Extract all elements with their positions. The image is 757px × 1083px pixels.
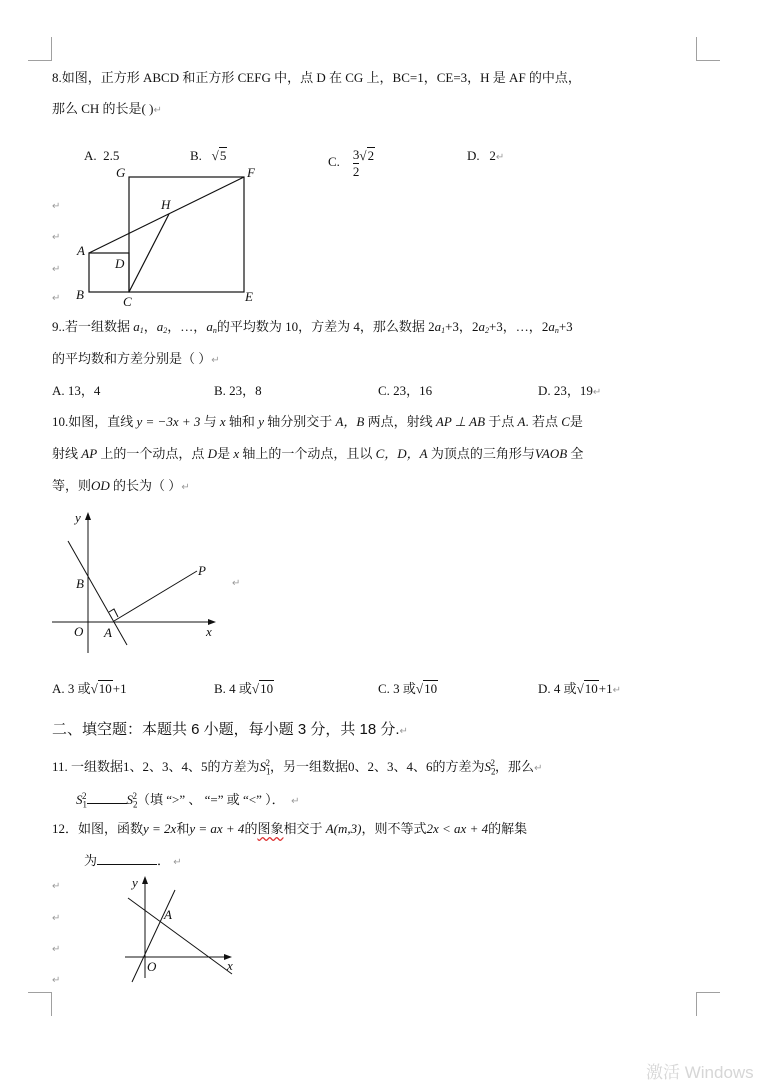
q9-sep: ， bbox=[528, 319, 542, 334]
paragraph-mark: ↵ bbox=[173, 857, 182, 868]
q10-option-a-label: A. 3 或 bbox=[52, 681, 91, 696]
paragraph-mark: ↵ bbox=[211, 355, 220, 366]
q9-stem-line1 bbox=[52, 318, 705, 340]
q9-stem-line2 bbox=[52, 350, 220, 370]
q10-text: 轴上的一个动点，且以 bbox=[239, 446, 376, 461]
label-x: x bbox=[227, 958, 233, 973]
q10-option-a-radicand: 10 bbox=[98, 681, 112, 696]
crop-mark-top-right bbox=[696, 37, 720, 61]
q10-option-b-label: B. 4 或 bbox=[214, 681, 252, 696]
q8-option-a-label: A. bbox=[84, 148, 97, 163]
q10-var-x: x bbox=[219, 414, 226, 429]
q10-text: 射线 bbox=[52, 446, 82, 461]
label-a: A bbox=[164, 907, 172, 922]
crop-mark-bottom-left bbox=[28, 992, 52, 1016]
q9-option-a: A. 13，4 bbox=[52, 383, 101, 398]
q9-sep: ， bbox=[458, 319, 472, 334]
label-y: y bbox=[132, 875, 138, 890]
q9-text: 的平均数为 10，方差为 4，那么数据 bbox=[216, 319, 429, 334]
q10-option-c-label: C. 3 或 bbox=[378, 681, 416, 696]
q10-stem-line2 bbox=[52, 445, 705, 463]
y-axis-arrow bbox=[85, 512, 91, 520]
square-cefg bbox=[129, 177, 244, 292]
q8-option-c-denominator: 2 bbox=[352, 163, 360, 179]
label-o: O bbox=[147, 959, 157, 974]
segment-ch bbox=[129, 214, 169, 292]
q8-option-d-value: 2 bbox=[489, 148, 496, 163]
q8-stem-line2-text: 那么 CH 的长是( ) bbox=[52, 101, 154, 116]
paragraph-mark: ↵ bbox=[52, 232, 61, 243]
q12-inequality: 2x < ax + 4 bbox=[426, 821, 489, 836]
q9-coef: 2 bbox=[541, 319, 549, 334]
q9-plus3: +3 bbox=[558, 319, 573, 334]
q12-equation-2: y = ax + 4 bbox=[189, 821, 245, 836]
q10-text: 于点 bbox=[485, 414, 518, 429]
q8-option-c-numerator: 3 bbox=[352, 146, 360, 162]
paragraph-mark: ↵ bbox=[495, 152, 505, 163]
crop-mark-top-left bbox=[28, 37, 52, 61]
q9-sub-2: 2 bbox=[484, 326, 489, 335]
paragraph-mark: ↵ bbox=[52, 881, 61, 892]
q10-text: 为顶点的三角形与 bbox=[427, 446, 535, 461]
q8-option-c-label: C. bbox=[328, 154, 340, 169]
q8-option-b-radicand: 5 bbox=[219, 148, 227, 163]
q10-option-c bbox=[378, 680, 438, 698]
line-y-ax-plus-4 bbox=[128, 898, 232, 974]
q8-option-b-label: B. bbox=[190, 148, 202, 163]
q10-option-d-tail: +1 bbox=[598, 681, 613, 696]
q9-option-d-text: D. 23，19 bbox=[538, 383, 593, 398]
q10-option-a-sqrt: √10 bbox=[90, 681, 112, 696]
q10-point-c: C bbox=[561, 414, 570, 429]
q9-coef: 2 bbox=[428, 319, 435, 334]
q9-option-b: B. 23，8 bbox=[214, 383, 262, 398]
q8-option-c bbox=[328, 138, 375, 179]
q9-var-a: a bbox=[156, 319, 164, 334]
q9-text: 的平均数和方差分别是（ ） bbox=[52, 351, 212, 366]
q10-points-ab: A，B bbox=[335, 414, 365, 429]
q11-sup-2: 2 bbox=[265, 757, 271, 768]
paragraph-mark: ↵ bbox=[52, 913, 61, 924]
q11-sub-2: 2 bbox=[133, 799, 138, 810]
q8-stem-line2 bbox=[52, 100, 162, 120]
q9-sub-n: n bbox=[554, 326, 559, 335]
windows-activation-watermark: 激活 Windows bbox=[646, 1063, 754, 1082]
paragraph-mark: ↵ bbox=[399, 726, 408, 737]
q12-text: 的解集 bbox=[488, 821, 528, 836]
q10-option-b-sqrt: √10 bbox=[251, 681, 274, 696]
q9-text: 9..若一组数据 bbox=[52, 319, 134, 334]
label-g: G bbox=[116, 165, 126, 180]
q9-sub-n: n bbox=[212, 326, 217, 335]
q9-var-a: a bbox=[133, 319, 140, 334]
q9-plus3: +3 bbox=[488, 319, 503, 334]
q10-text: 是 bbox=[217, 446, 234, 461]
paragraph-mark: ↵ bbox=[52, 293, 61, 304]
q10-option-d-sqrt: √10 bbox=[576, 681, 598, 696]
q10-option-c-sqrt: √10 bbox=[415, 681, 438, 696]
label-b: B bbox=[76, 576, 84, 591]
q9-var-a: a bbox=[478, 319, 485, 334]
q9-sep: ， bbox=[167, 319, 181, 334]
label-e: E bbox=[245, 289, 253, 304]
label-x: x bbox=[206, 624, 212, 639]
q12-point-a: A(m,3) bbox=[325, 821, 362, 836]
label-a: A bbox=[77, 243, 85, 258]
q10-point-d: D bbox=[207, 446, 218, 461]
q9-coef: 2 bbox=[471, 319, 479, 334]
label-b: B bbox=[76, 287, 84, 302]
label-d: D bbox=[115, 256, 125, 271]
paragraph-mark: ↵ bbox=[534, 763, 543, 774]
q11-text: 11. 一组数据1、2、3、4、5的方差为 bbox=[52, 759, 260, 774]
q10-option-b bbox=[214, 680, 274, 698]
q10-option-b-radicand: 10 bbox=[260, 681, 274, 696]
q10-equation: y = −3x + 3 bbox=[136, 414, 201, 429]
q10-var-y: y bbox=[258, 414, 264, 429]
q12-equation-1: y = 2x bbox=[143, 821, 177, 836]
q10-option-d bbox=[538, 680, 621, 700]
q11-var-s: S bbox=[484, 759, 492, 774]
q10-text: 全 bbox=[567, 446, 584, 461]
q8-option-c-sqrt: √2 bbox=[359, 148, 375, 163]
q11-answer-blank[interactable] bbox=[87, 791, 127, 804]
q10-option-a bbox=[52, 680, 127, 698]
q9-ellipsis: … bbox=[180, 319, 194, 334]
q10-option-a-tail: +1 bbox=[112, 681, 127, 696]
q10-stem-line1 bbox=[52, 413, 705, 431]
q11-var-s: S bbox=[259, 759, 267, 774]
q9-sep: ， bbox=[143, 319, 157, 334]
q8-option-c-radicand: 2 bbox=[367, 148, 375, 163]
q12-text: 的 bbox=[244, 821, 258, 836]
paragraph-mark: ↵ bbox=[52, 944, 61, 955]
paragraph-mark: ↵ bbox=[181, 482, 190, 493]
q11-stem-line2 bbox=[76, 791, 300, 811]
q10-perp: AP ⊥ AB bbox=[435, 414, 486, 429]
q10-text: 是 bbox=[569, 414, 583, 429]
paragraph-mark: ↵ bbox=[232, 578, 241, 589]
q10-var-x: x bbox=[233, 446, 240, 461]
q11-text: ，另一组数据0、2、3、4、6的方差为 bbox=[270, 759, 485, 774]
q11-sup-2: 2 bbox=[132, 790, 137, 801]
q11-sup-2: 2 bbox=[82, 790, 87, 801]
q8-option-a-value: 2.5 bbox=[103, 148, 120, 163]
q11-sup-2: 2 bbox=[490, 757, 496, 768]
label-o: O bbox=[74, 624, 84, 639]
q10-text: 上的一个动点，点 bbox=[97, 446, 208, 461]
q12-text: 和 bbox=[176, 821, 190, 836]
q8-option-d bbox=[467, 147, 504, 167]
q11-text: ，那么 bbox=[495, 759, 535, 774]
q10-option-d-label: D. 4 或 bbox=[538, 681, 577, 696]
paragraph-mark: ↵ bbox=[52, 264, 61, 275]
paragraph-mark: ↵ bbox=[153, 105, 162, 116]
label-f: F bbox=[247, 165, 255, 180]
paragraph-mark: ↵ bbox=[291, 796, 300, 807]
q9-option-d bbox=[538, 382, 601, 402]
q11-stem-line1 bbox=[52, 758, 705, 778]
q8-option-d-label: D. bbox=[467, 148, 480, 163]
q11-var-s: S bbox=[126, 792, 133, 807]
label-y: y bbox=[75, 510, 81, 525]
q12-answer-blank[interactable] bbox=[97, 852, 157, 865]
q9-sub-1: 1 bbox=[139, 326, 144, 335]
q10-ray-ap: AP bbox=[81, 446, 98, 461]
q10-text: 轴分别交于 bbox=[263, 414, 336, 429]
q12-text: ． bbox=[157, 853, 171, 868]
q10-triangle-aob: VAOB bbox=[534, 446, 568, 461]
q10-option-d-radicand: 10 bbox=[584, 681, 598, 696]
segment-af bbox=[89, 177, 244, 253]
q8-figure-squares bbox=[70, 163, 270, 309]
q9-ellipsis: … bbox=[515, 319, 529, 334]
q10-points-cda: C，D，A bbox=[375, 446, 428, 461]
q9-sub-1: 1 bbox=[441, 326, 446, 335]
q10-segment-od: OD bbox=[91, 478, 110, 493]
q10-text: 等，则 bbox=[52, 478, 92, 493]
q12-text: 12．如图，函数 bbox=[52, 821, 144, 836]
q12-stem-line1 bbox=[52, 820, 705, 838]
ray-ap bbox=[114, 571, 197, 621]
q10-text: 的长为（ ） bbox=[109, 478, 182, 493]
q11-sub-2: 2 bbox=[491, 766, 496, 777]
label-h: H bbox=[161, 197, 171, 212]
q10-text: . 若点 bbox=[525, 414, 562, 429]
q8-option-b-sqrt: √5 bbox=[211, 148, 227, 163]
y-axis-arrow bbox=[142, 876, 148, 884]
paragraph-mark: ↵ bbox=[52, 975, 61, 986]
q8-stem-line1: 8.如图，正方形 ABCD 和正方形 CEFG 中，点 D 在 CG 上，BC=1，CE=3，H 是 AF 的中点， bbox=[52, 70, 581, 85]
q9-var-a: a bbox=[548, 319, 555, 334]
q9-option-c: C. 23，16 bbox=[378, 383, 433, 398]
q10-point-a: A bbox=[517, 414, 526, 429]
paragraph-mark: ↵ bbox=[52, 201, 61, 212]
label-p: P bbox=[198, 563, 206, 578]
q10-figure-coordinate bbox=[48, 508, 228, 656]
q10-option-c-radicand: 10 bbox=[424, 681, 438, 696]
q12-figure-coordinate bbox=[120, 870, 245, 985]
q12-text: ，则不等式 bbox=[361, 821, 427, 836]
q9-plus3: +3 bbox=[445, 319, 459, 334]
section-heading-fill-in bbox=[52, 718, 408, 739]
q9-sep: ， bbox=[502, 319, 516, 334]
section-heading-text: 二、填空题：本题共 6 小题，每小题 3 分，共 18 分. bbox=[52, 721, 400, 738]
q10-stem-line3 bbox=[52, 477, 190, 497]
label-a: A bbox=[104, 625, 112, 640]
q10-text: 两点，射线 bbox=[364, 414, 436, 429]
label-c: C bbox=[123, 294, 132, 309]
q9-var-a: a bbox=[206, 319, 213, 334]
q11-sub-1: 1 bbox=[82, 799, 87, 810]
paragraph-mark: ↵ bbox=[612, 685, 622, 696]
q10-text: 与 bbox=[200, 414, 220, 429]
q12-spellcheck-word: 图象 bbox=[257, 821, 284, 836]
q12-text: 相交于 bbox=[283, 821, 326, 836]
q9-sep: ， bbox=[193, 319, 207, 334]
q11-sub-1: 1 bbox=[266, 766, 271, 777]
q10-text: 10.如图，直线 bbox=[52, 414, 137, 429]
crop-mark-bottom-right bbox=[696, 992, 720, 1016]
q10-text: 轴和 bbox=[225, 414, 259, 429]
paragraph-mark: ↵ bbox=[592, 387, 602, 398]
q9-sub-2: 2 bbox=[163, 326, 168, 335]
q9-var-a: a bbox=[434, 319, 442, 334]
q11-text: （填 “>” 、 “=” 或 “<” ）． bbox=[137, 792, 285, 807]
q12-stem-line2 bbox=[84, 852, 182, 872]
q12-text: 为 bbox=[84, 853, 98, 868]
q11-var-s: S bbox=[76, 792, 83, 807]
